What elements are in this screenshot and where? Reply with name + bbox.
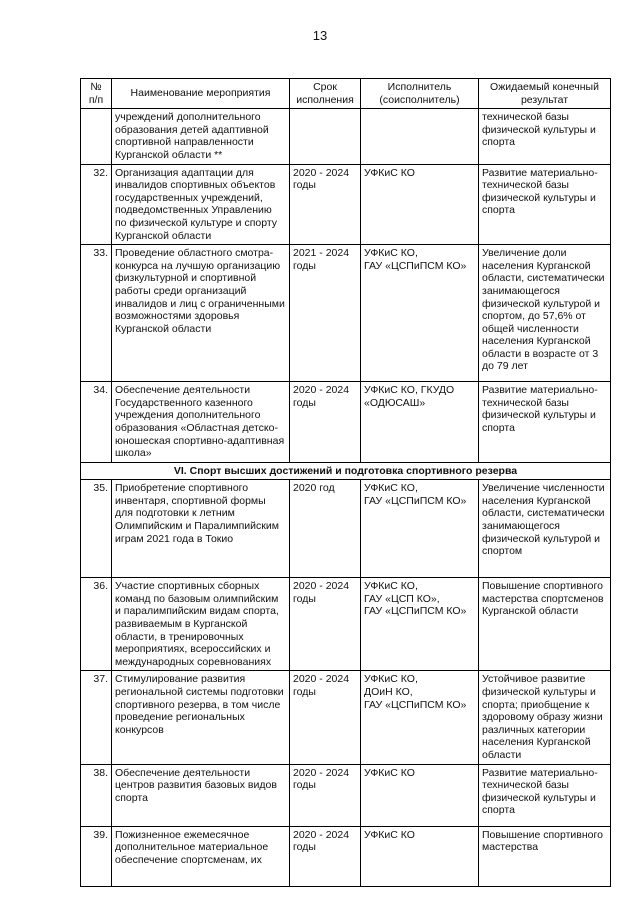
cell-term xyxy=(290,109,361,164)
cell-executor: УФКиС КО, ГАУ «ЦСПиПСМ КО» xyxy=(361,480,479,578)
section-title: VI. Спорт высших достижений и подготовка спортивного резерва xyxy=(81,462,611,480)
header-number: № п/п xyxy=(81,79,112,109)
cell-term: 2020 - 2024 годы xyxy=(290,826,361,886)
cell-name: Проведение областного смотра-конкурса на лучшую организацию физкультурной и спортивной работы среди организаций инвалидов и лиц с ограниченными возможностями здоровья Курганской области xyxy=(112,245,290,382)
measures-table xyxy=(80,78,611,887)
table-row xyxy=(81,109,611,164)
cell-name: Обеспечение деятельности Государственного казенного учреждения дополнительного образования «Областная детско-юношеская спортивно-адаптивная школа» xyxy=(112,382,290,463)
cell-number: 38. xyxy=(81,764,112,826)
cell-executor: УФКиС КО xyxy=(361,826,479,886)
cell-result: Увеличение численности населения Курганской области, систематически занимающегося физической культурой и спортом xyxy=(479,480,611,578)
cell-executor: УФКиС КО xyxy=(361,164,479,245)
table-row xyxy=(81,382,611,463)
cell-number: 37. xyxy=(81,671,112,764)
cell-name: Приобретение спортивного инвентаря, спортивной формы для подготовки к летним Олимпийским и Паралимпийским играм 2021 года в Токио xyxy=(112,480,290,578)
cell-number: 35. xyxy=(81,480,112,578)
cell-result: Развитие материально-технической базы физической культуры и спорта xyxy=(479,164,611,245)
cell-name: Организация адаптации для инвалидов спортивных объектов государственных учреждений, подведомственных Управлению по физической культуре и спорту Курганской области xyxy=(112,164,290,245)
table-body xyxy=(81,109,611,886)
cell-number: 32. xyxy=(81,164,112,245)
cell-term: 2020 - 2024 годы xyxy=(290,671,361,764)
cell-term: 2020 - 2024 годы xyxy=(290,382,361,463)
cell-executor xyxy=(361,109,479,164)
table-row xyxy=(81,245,611,382)
section-row xyxy=(81,462,611,480)
cell-number: 34. xyxy=(81,382,112,463)
cell-executor: УФКиС КО, ГАУ «ЦСП КО», ГАУ «ЦСПиПСМ КО» xyxy=(361,578,479,671)
cell-result: Устойчивое развитие физической культуры и спорта; приобщение к здоровому образу жизни различных категории населения Курганской области xyxy=(479,671,611,764)
cell-term: 2020 - 2024 годы xyxy=(290,164,361,245)
cell-name: Стимулирование развития региональной системы подготовки спортивного резерва, в том числе проведение региональных конкурсов xyxy=(112,671,290,764)
table-row xyxy=(81,164,611,245)
cell-term: 2020 - 2024 годы xyxy=(290,578,361,671)
cell-number xyxy=(81,109,112,164)
table-row xyxy=(81,480,611,578)
cell-executor: УФКиС КО, ГАУ «ЦСПиПСМ КО» xyxy=(361,245,479,382)
table-header-row xyxy=(81,79,611,109)
cell-name: Участие спортивных сборных команд по базовым олимпийским и паралимпийским видам спорта, развиваемым в Курганской области, в тренировочных мероприятиях, всероссийских и международных соревнованиях xyxy=(112,578,290,671)
cell-result: технической базы физической культуры и спорта xyxy=(479,109,611,164)
cell-executor: УФКиС КО, ДОиН КО, ГАУ «ЦСПиПСМ КО» xyxy=(361,671,479,764)
cell-term: 2021 - 2024 годы xyxy=(290,245,361,382)
cell-number: 39. xyxy=(81,826,112,886)
cell-name: учреждений дополнительного образования детей адаптивной спортивной направленности Курганской области ** xyxy=(112,109,290,164)
header-name: Наименование мероприятия xyxy=(112,79,290,109)
table-row xyxy=(81,671,611,764)
cell-executor: УФКиС КО, ГКУДО «ОДЮСАШ» xyxy=(361,382,479,463)
cell-number: 36. xyxy=(81,578,112,671)
cell-name: Обеспечение деятельности центров развития базовых видов спорта xyxy=(112,764,290,826)
cell-result: Повышение спортивного мастерства xyxy=(479,826,611,886)
table-row xyxy=(81,578,611,671)
cell-result: Развитие материально-технической базы физической культуры и спорта xyxy=(479,382,611,463)
cell-term: 2020 - 2024 годы xyxy=(290,764,361,826)
cell-name: Пожизненное ежемесячное дополнительное материальное обеспечение спортсменам, их xyxy=(112,826,290,886)
cell-result: Увеличение доли населения Курганской области, систематически занимающегося физической культурой и спортом, до 57,6% от общей численности населения Курганской области в возрасте от 3 до 79 лет xyxy=(479,245,611,382)
cell-result: Повышение спортивного мастерства спортсменов Курганской области xyxy=(479,578,611,671)
header-term: Срок исполнения xyxy=(290,79,361,109)
cell-executor: УФКиС КО xyxy=(361,764,479,826)
header-executor: Исполнитель (соисполнитель) xyxy=(361,79,479,109)
page-number: 13 xyxy=(312,28,328,43)
table-row xyxy=(81,764,611,826)
cell-term: 2020 год xyxy=(290,480,361,578)
cell-result: Развитие материально-технической базы физической культуры и спорта xyxy=(479,764,611,826)
cell-number: 33. xyxy=(81,245,112,382)
header-result: Ожидаемый конечный результат xyxy=(479,79,611,109)
table-row xyxy=(81,826,611,886)
